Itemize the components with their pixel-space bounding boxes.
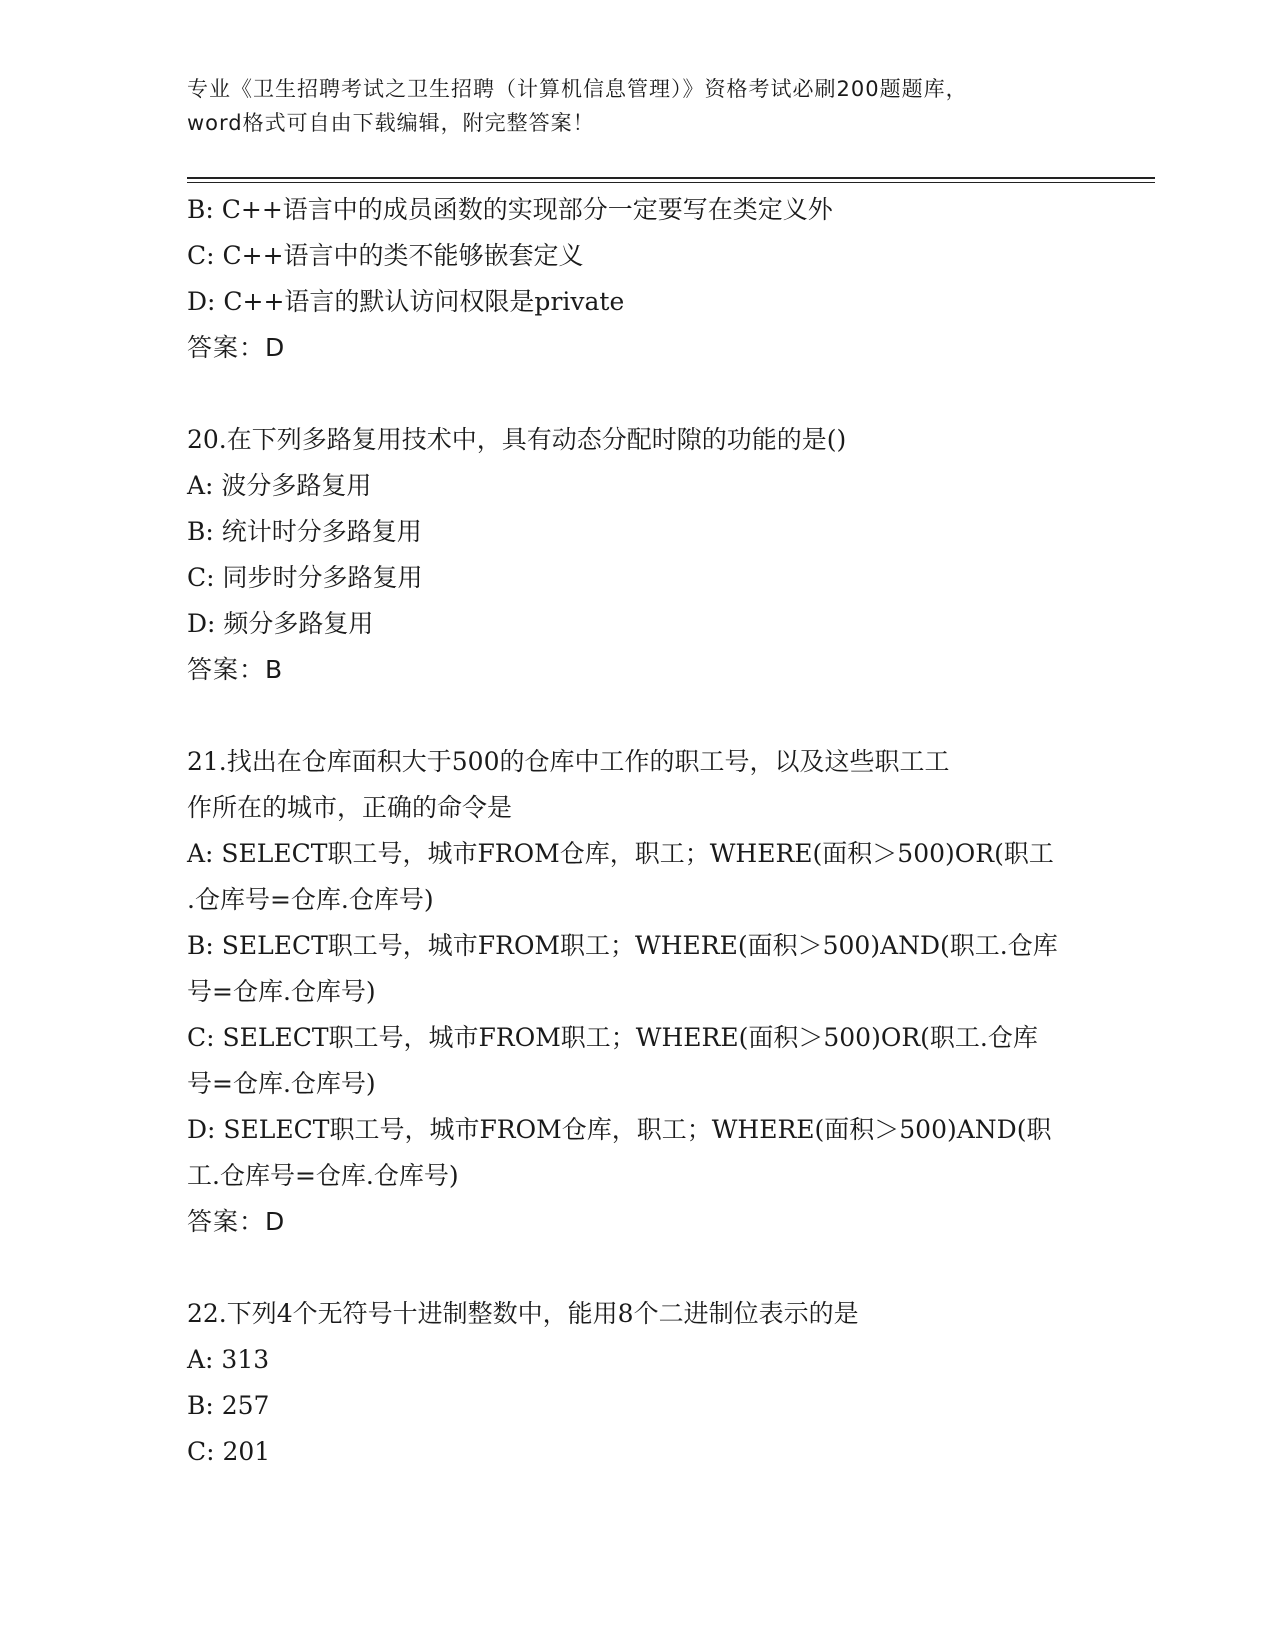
header-line-2: word格式可自由下载编辑，附完整答案！ <box>187 111 595 135</box>
q22-option-c: C: 201 <box>187 1437 271 1466</box>
document-header <box>187 72 1087 140</box>
q20-option-a: A: 波分多路复用 <box>187 471 372 500</box>
header-divider-thick <box>187 177 1155 179</box>
q20-option-c: C: 同步时分多路复用 <box>187 563 423 592</box>
q21-option-c-line-1: C: SELECT职工号，城市FROM职工；WHERE(面积＞500)OR(职工.仓库 <box>187 1023 1038 1052</box>
q21-option-a-line-2: .仓库号=仓库.仓库号) <box>187 885 434 914</box>
q19-option-c: C: C++语言中的类不能够嵌套定义 <box>187 241 584 270</box>
q21-question-line-1: 21.找出在仓库面积大于500的仓库中工作的职工号，以及这些职工工 <box>187 747 950 776</box>
q19-answer: 答案：D <box>187 333 286 362</box>
q21-option-b-line-1: B: SELECT职工号，城市FROM职工；WHERE(面积＞500)AND(职工.仓库 <box>187 931 1058 960</box>
q21-option-a-line-1: A: SELECT职工号，城市FROM仓库，职工；WHERE(面积＞500)OR(职工 <box>187 839 1054 868</box>
spacer <box>187 1245 1087 1291</box>
q21-question-line-2: 作所在的城市，正确的命令是 <box>187 793 513 822</box>
question-19 <box>187 187 1087 371</box>
header-divider-thin <box>187 182 1155 183</box>
q22-option-a: A: 313 <box>187 1345 270 1374</box>
q22-question: 22.下列4个无符号十进制整数中，能用8个二进制位表示的是 <box>187 1299 859 1328</box>
q20-answer: 答案：B <box>187 655 284 684</box>
question-22 <box>187 1291 1087 1475</box>
q21-answer: 答案：D <box>187 1207 286 1236</box>
document-body <box>187 187 1087 1475</box>
spacer <box>187 371 1087 417</box>
header-line-1: 专业《卫生招聘考试之卫生招聘（计算机信息管理）》资格考试必刷200题题库， <box>187 77 968 101</box>
spacer <box>187 693 1087 739</box>
q20-option-b: B: 统计时分多路复用 <box>187 517 422 546</box>
q19-option-b: B: C++语言中的成员函数的实现部分一定要写在类定义外 <box>187 195 833 224</box>
q21-option-c-line-2: 号=仓库.仓库号) <box>187 1069 376 1098</box>
question-20 <box>187 417 1087 693</box>
q21-option-d-line-2: 工.仓库号=仓库.仓库号) <box>187 1161 459 1190</box>
q21-option-d-line-1: D: SELECT职工号，城市FROM仓库，职工；WHERE(面积＞500)AND(职 <box>187 1115 1052 1144</box>
q19-option-d: D: C++语言的默认访问权限是private <box>187 287 625 316</box>
q20-question: 20.在下列多路复用技术中，具有动态分配时隙的功能的是() <box>187 425 847 454</box>
q20-option-d: D: 频分多路复用 <box>187 609 374 638</box>
q21-option-b-line-2: 号=仓库.仓库号) <box>187 977 376 1006</box>
question-21 <box>187 739 1087 1245</box>
q22-option-b: B: 257 <box>187 1391 270 1420</box>
